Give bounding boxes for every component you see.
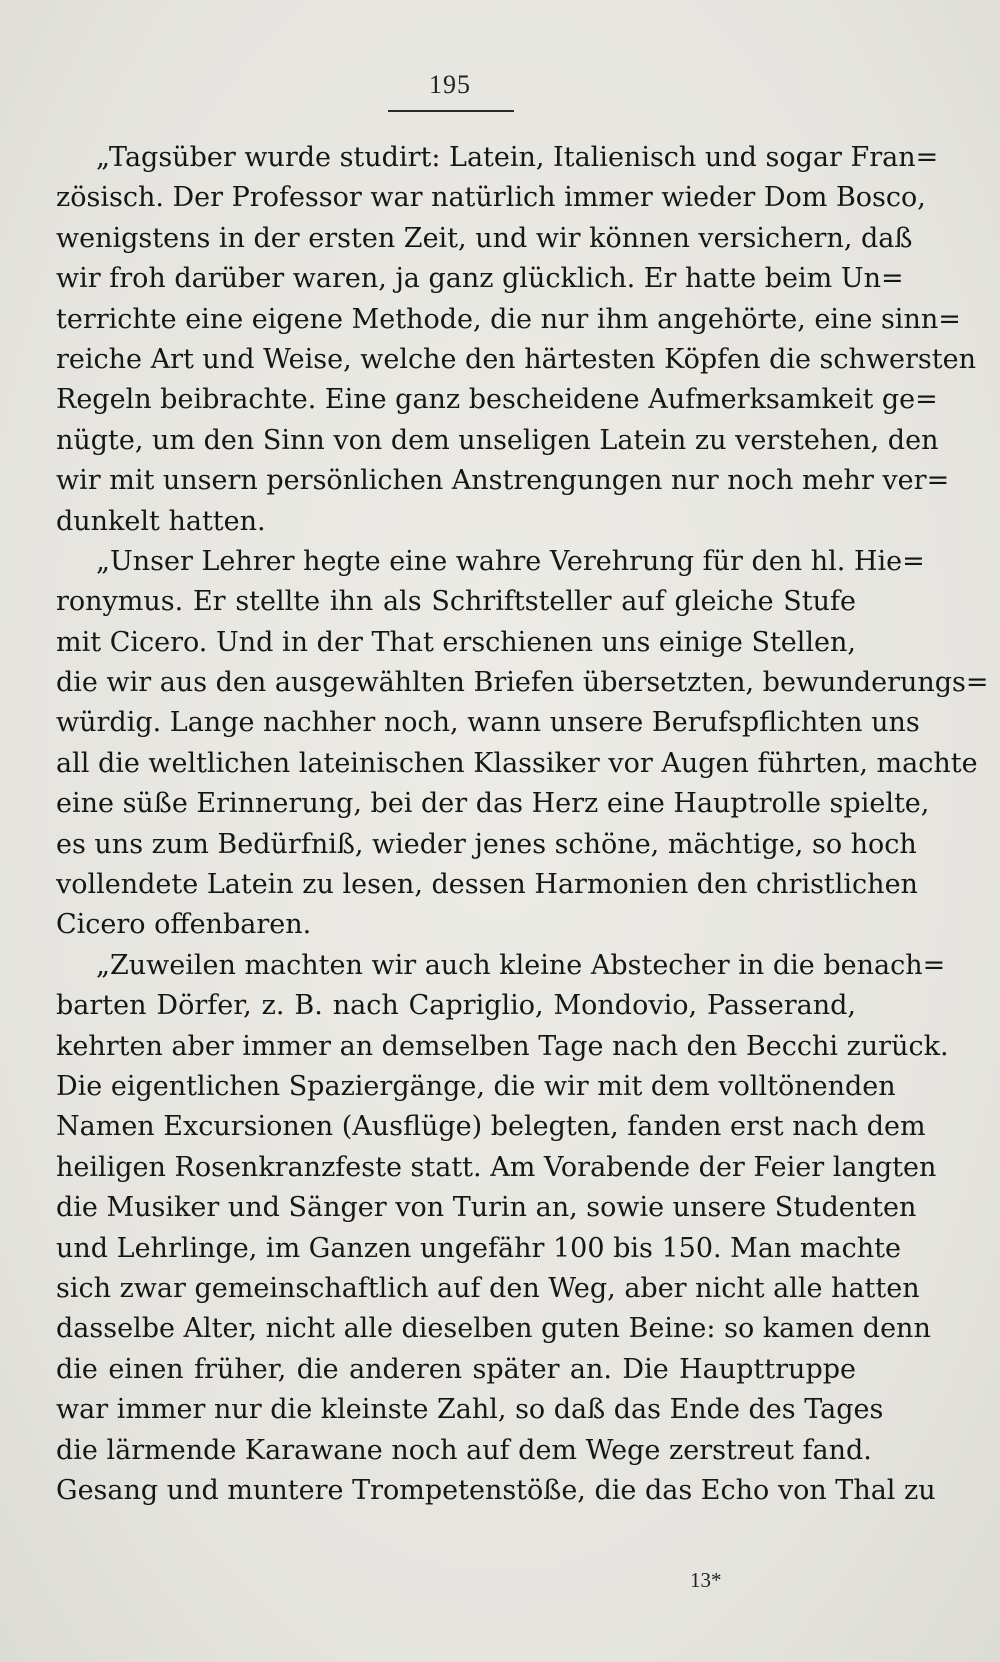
text-line: eine süße Erinnerung, bei der das Herz eine Hauptrolle spielte, [56, 788, 930, 820]
text-line: dasselbe Alter, nicht alle dieselben guten Beine: so kamen denn [56, 1313, 931, 1345]
text-line: würdig. Lange nachher noch, wann unsere Berufspflichten uns [56, 707, 920, 739]
text-line: reiche Art und Weise, welche den härtesten Köpfen die schwersten [56, 343, 976, 375]
text-line: „Unser Lehrer hegte eine wahre Verehrung für den hl. Hie= [96, 545, 925, 577]
text-line: und Lehrlinge, im Ganzen ungefähr 100 bis 150. Man machte [56, 1232, 901, 1264]
text-line: wir mit unsern persönlichen Anstrengungen nur noch mehr ver= [56, 465, 950, 497]
text-line: es uns zum Bedürfniß, wieder jenes schöne, mächtige, so hoch [56, 828, 917, 860]
text-line: Gesang und muntere Trompetenstöße, die das Echo von Thal zu [56, 1474, 936, 1506]
signature-mark: 13* [690, 1568, 722, 1592]
text-line: kehrten aber immer an demselben Tage nach den Becchi zurück. [56, 1030, 949, 1062]
text-line: ronymus. Er stellte ihn als Schriftsteller auf gleiche Stufe [56, 586, 856, 618]
text-line: wenigstens in der ersten Zeit, und wir können versichern, daß [56, 222, 913, 254]
text-line: die Musiker und Sänger von Turin an, sowie unsere Studenten [56, 1192, 917, 1224]
text-line: die lärmende Karawane noch auf dem Wege zerstreut fand. [56, 1434, 872, 1466]
text-line: mit Cicero. Und in der That erschienen uns einige Stellen, [56, 626, 856, 658]
paragraph [56, 138, 976, 542]
text-line: barten Dörfer, z. B. nach Capriglio, Mondovio, Passerand, [56, 990, 856, 1022]
text-line: die wir aus den ausgewählten Briefen übersetzten, bewunderungs= [56, 667, 989, 699]
text-line: die einen früher, die anderen später an. Die Haupttruppe [56, 1353, 856, 1385]
paragraph [56, 946, 949, 1511]
body-text [56, 138, 989, 1511]
text-line: nügte, um den Sinn von dem unseligen Latein zu verstehen, den [56, 424, 939, 456]
text-line: Namen Excursionen (Ausflüge) belegten, fanden erst nach dem [56, 1111, 926, 1143]
text-line: all die weltlichen lateinischen Klassiker vor Augen führten, machte [56, 747, 978, 779]
text-line: „Tagsüber wurde studirt: Latein, Italienisch und sogar Fran= [96, 142, 939, 173]
text-line: Cicero offenbaren. [56, 909, 312, 941]
page-number: 195 [429, 70, 471, 99]
paragraph [56, 542, 989, 946]
text-line: vollendete Latein zu lesen, dessen Harmonien den christlichen [56, 869, 918, 901]
text-line: terrichte eine eigene Methode, die nur ihm angehörte, eine sinn= [56, 303, 961, 335]
text-line: sich zwar gemeinschaftlich auf den Weg, aber nicht alle hatten [56, 1272, 920, 1304]
text-line: zösisch. Der Professor war natürlich immer wieder Dom Bosco, [56, 182, 926, 214]
text-line: dunkelt hatten. [56, 505, 266, 537]
text-line: wir froh darüber waren, ja ganz glücklich. Er hatte beim Un= [56, 263, 904, 295]
header-rule [388, 110, 514, 112]
text-line: „Zuweilen machten wir auch kleine Abstecher in die benach= [96, 949, 946, 981]
text-line: heiligen Rosenkranzfeste statt. Am Vorabende der Feier langten [56, 1151, 937, 1183]
text-line: Regeln beibrachte. Eine ganz bescheidene Aufmerksamkeit ge= [56, 384, 938, 416]
text-line: Die eigentlichen Spaziergänge, die wir mit dem volltönenden [56, 1070, 896, 1102]
text-line: war immer nur die kleinste Zahl, so daß das Ende des Tages [56, 1394, 884, 1426]
